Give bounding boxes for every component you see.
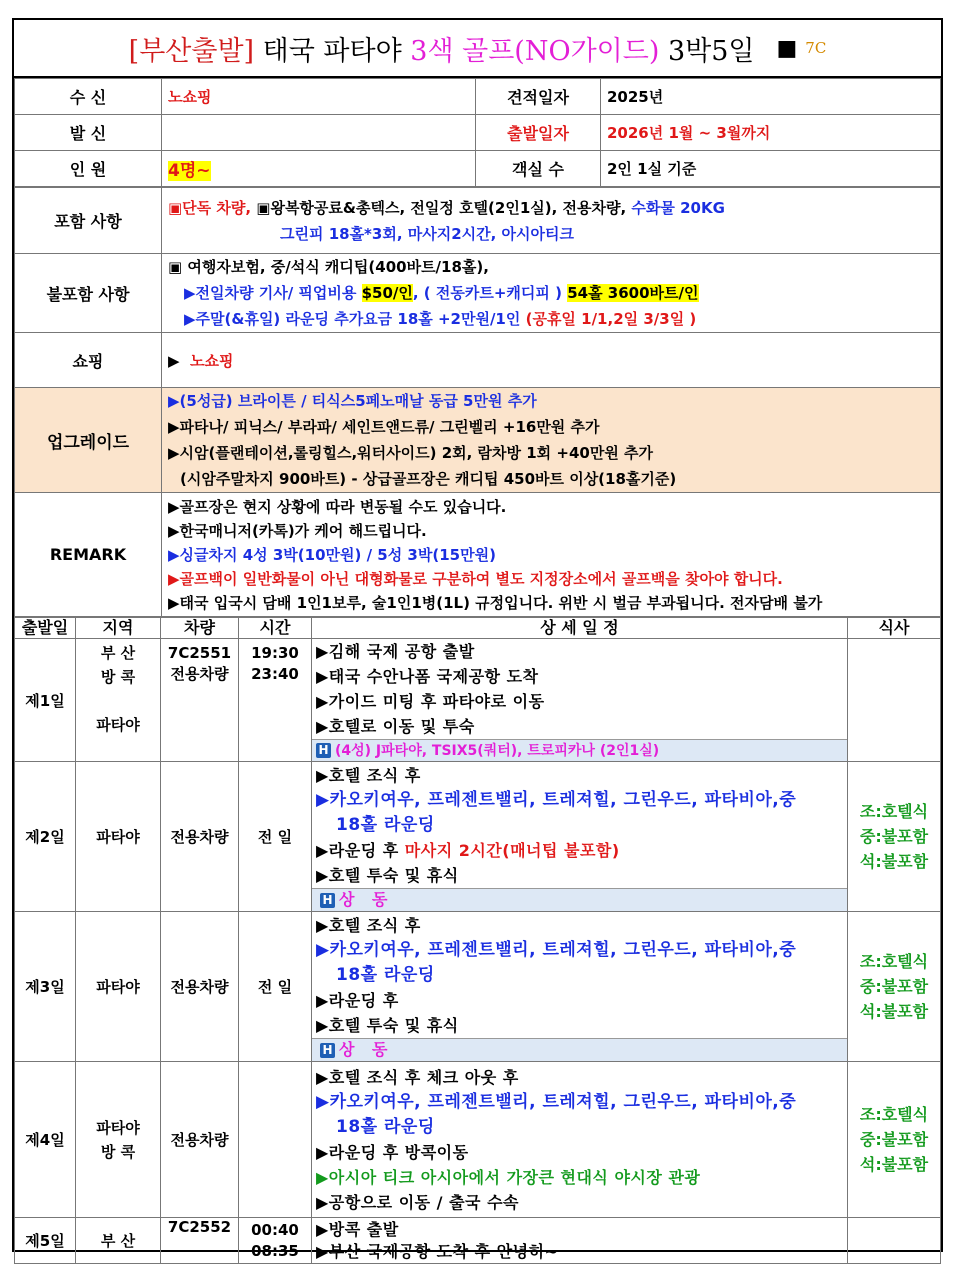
hotel-icon: H <box>320 893 335 908</box>
included-line1-red: ▣단독 차량, <box>168 198 252 217</box>
day3-label: 제3일 <box>15 912 76 1062</box>
title-golf: 골프(NO가이드) <box>462 35 660 67</box>
day1-detail2: ▶태국 수안나폼 국제공항 도착 <box>316 667 539 686</box>
day4-detail6: ▶공항으로 이동 / 출국 수속 <box>316 1192 519 1212</box>
day3-vehicle: 전용차량 <box>161 912 239 1062</box>
upgrade-line3: ▶시암(플랜테이션,롤링힐스,워터사이드) 2회, 람차방 1회 +40만원 추가 <box>168 444 654 462</box>
upgrade-line4: (시암주말차지 900바트) - 상급골프장은 캐디팁 450바트 이상(18홀기준) <box>180 470 677 488</box>
day3-meal <box>848 912 941 1062</box>
day1-detail3: ▶가이드 미팅 후 파타야로 이동 <box>316 692 545 711</box>
remark-line5: ▶태국 입국시 담배 1인1보루, 술1인1병(1L) 규정입니다. 위반 시 벌금 부과됩니다. 전자담배 불가 <box>168 593 823 612</box>
day2-meal1: 조:호텔식 <box>859 802 929 821</box>
sender-label: 발 신 <box>15 115 162 151</box>
day1-detail <box>312 639 848 762</box>
included-line1-blue: 수화물 20KG <box>626 198 725 217</box>
day2-detail4-red: 마사지 2시간(매너팁 불포함) <box>404 840 620 860</box>
day1-vehicle <box>161 639 239 762</box>
day5-vehicle: 7C2552 <box>161 1218 239 1264</box>
day5-time1: 00:40 <box>251 1220 299 1239</box>
title-duration: 3박5일 <box>667 35 755 67</box>
shopping-content <box>162 333 941 388</box>
day4-label: 제4일 <box>15 1062 76 1218</box>
day2-detail5: ▶호텔 투숙 및 휴식 <box>316 865 459 885</box>
people-cell <box>162 151 476 187</box>
included-content <box>162 188 941 254</box>
day4-meal1: 조:호텔식 <box>859 1105 929 1124</box>
day1-region2: 방 콕 <box>100 668 136 686</box>
day2-hotel <box>312 888 847 911</box>
remark-label: REMARK <box>15 493 162 617</box>
shopping-arrow-icon: ▶ <box>168 351 180 370</box>
recipient-label: 수 신 <box>15 79 162 115</box>
included-line2: 그린피 18홀*3회, 마사지2시간, 아시아티크 <box>280 224 575 243</box>
header-region: 지역 <box>76 618 161 639</box>
hotel-icon: H <box>320 1043 335 1058</box>
excluded-line2-mid: , ( 전동카트+캐디피 ) <box>412 284 562 302</box>
title-three-color: 3색 <box>410 35 454 67</box>
document-title <box>14 20 941 78</box>
day5-time <box>239 1218 312 1264</box>
day2-vehicle: 전용차량 <box>161 762 239 912</box>
day1-region3: 파타야 <box>96 716 140 734</box>
day1-detail1: ▶김해 국제 공항 출발 <box>316 642 475 661</box>
excluded-line2-highlight: 54홀 3600바트/인 <box>567 284 699 302</box>
square-icon: ■ <box>776 35 798 61</box>
day1-row <box>15 639 941 762</box>
day1-region1: 부 산 <box>100 644 136 662</box>
quote-date-label: 견적일자 <box>476 79 601 115</box>
day3-detail3: 18홀 라운딩 <box>336 964 435 985</box>
day2-meal2: 중:불포함 <box>859 827 929 846</box>
day4-region <box>76 1062 161 1218</box>
header-vehicle: 차량 <box>161 618 239 639</box>
day1-time <box>239 639 312 762</box>
people-value: 4명~ <box>168 161 211 181</box>
day4-vehicle: 전용차량 <box>161 1062 239 1218</box>
header-day: 출발일 <box>15 618 76 639</box>
day5-time2: 08:35 <box>251 1241 299 1260</box>
sender-value <box>162 115 476 151</box>
remark-line4: ▶골프백이 일반화물이 아닌 대형화물로 구분하여 별도 지정장소에서 골프백을 찾아야 합니다. <box>168 569 783 588</box>
hotel-icon: H <box>316 743 331 758</box>
upgrade-content <box>162 388 941 493</box>
included-line1: ▣왕복항공료&총텍스, 전일정 호텔(2인1실), 전용차량, <box>251 198 627 217</box>
room-label: 객실 수 <box>476 151 601 187</box>
itinerary-document <box>12 18 943 1261</box>
day1-hotel-text: (4성) J파타야, TSIX5(쿼터), 트로피카나 (2인1실) <box>335 743 660 759</box>
day3-meal2: 중:불포함 <box>859 977 929 996</box>
day4-detail4: ▶라운딩 후 방콕이동 <box>316 1142 469 1162</box>
day1-hotel <box>312 739 847 761</box>
excluded-label: 불포함 사항 <box>15 254 162 333</box>
info-table <box>14 78 941 187</box>
conditions-table <box>14 187 941 617</box>
day2-row <box>15 762 941 912</box>
day5-meal <box>848 1218 941 1264</box>
day2-detail4: ▶라운딩 후 <box>316 840 405 860</box>
day4-meal3: 석:불포함 <box>859 1155 929 1174</box>
day4-detail1: ▶호텔 조식 후 체크 아웃 후 <box>316 1067 519 1087</box>
people-label: 인 원 <box>15 151 162 187</box>
day2-detail2: ▶카오키여우, 프레젠트밸리, 트레져힐, 그린우드, 파타비아,중 <box>316 789 797 810</box>
day4-meal <box>848 1062 941 1218</box>
title-destination: 태국 파타야 <box>262 35 402 67</box>
departure-date-value: 2026년 1월 ~ 3월까지 <box>601 115 941 151</box>
day3-hotel <box>312 1038 847 1061</box>
day4-time <box>239 1062 312 1218</box>
day2-meal3: 석:불포함 <box>859 852 929 871</box>
day3-region: 파타야 <box>76 912 161 1062</box>
day3-meal3: 석:불포함 <box>859 1002 929 1021</box>
day4-meal2: 중:불포함 <box>859 1130 929 1149</box>
day2-detail3: 18홀 라운딩 <box>336 814 435 835</box>
shopping-label: 쇼핑 <box>15 333 162 388</box>
recipient-value: 노쇼핑 <box>162 79 476 115</box>
header-detail: 상 세 일 정 <box>312 618 848 639</box>
day5-detail1: ▶방콕 출발 <box>316 1219 399 1239</box>
day3-hotel-text: 상 동 <box>339 1039 394 1059</box>
day2-time: 전 일 <box>239 762 312 912</box>
day2-detail1: ▶호텔 조식 후 <box>316 765 421 785</box>
day1-label: 제1일 <box>15 639 76 762</box>
day4-detail5: ▶아시아 티크 아시아에서 가장큰 현대식 야시장 관광 <box>316 1167 701 1187</box>
day1-time2: 23:40 <box>251 665 299 683</box>
departure-date-label: 출발일자 <box>476 115 601 151</box>
excluded-line3-blue: ▶주말(&휴일) 라운딩 추가요금 18홀 +2만원/1인 <box>184 310 521 328</box>
remark-line1: ▶골프장은 현지 상황에 따라 변동될 수도 있습니다. <box>168 497 507 516</box>
day2-label: 제2일 <box>15 762 76 912</box>
day4-detail2: ▶카오키여우, 프레젠트밸리, 트레져힐, 그린우드, 파타비아,중 <box>316 1091 797 1112</box>
excluded-line1: ▣ 여행자보험, 중/석식 캐디팁(400바트/18홀), <box>168 258 489 276</box>
day5-detail2: ▶부산 국제공항 도착 후 안녕히~ <box>316 1241 559 1261</box>
day2-meal <box>848 762 941 912</box>
day5-row <box>15 1218 941 1264</box>
day4-region1: 파타야 <box>96 1118 140 1137</box>
day5-label: 제5일 <box>15 1218 76 1264</box>
day1-meal <box>848 639 941 762</box>
day3-detail2: ▶카오키여우, 프레젠트밸리, 트레져힐, 그린우드, 파타비아,중 <box>316 939 797 960</box>
day3-detail1: ▶호텔 조식 후 <box>316 915 421 935</box>
day3-detail4: ▶라운딩 후 <box>316 990 399 1010</box>
header-meal: 식사 <box>848 618 941 639</box>
remark-line2: ▶한국매니저(카톡)가 케어 해드립니다. <box>168 521 427 540</box>
excluded-line2-blue: ▶전일차량 기사/ 픽업비용 <box>184 284 357 302</box>
day2-detail <box>312 762 848 912</box>
upgrade-label: 업그레이드 <box>15 388 162 493</box>
excluded-line2-price: $50/인 <box>361 284 413 302</box>
quote-date-value: 2025년 <box>601 79 941 115</box>
header-time: 시간 <box>239 618 312 639</box>
day4-detail3: 18홀 라운딩 <box>336 1116 435 1137</box>
day2-hotel-text: 상 동 <box>339 889 394 909</box>
excluded-content <box>162 254 941 333</box>
day3-row <box>15 912 941 1062</box>
remark-line3: ▶싱글차지 4성 3박(10만원) / 5성 3박(15만원) <box>168 545 496 564</box>
day4-row <box>15 1062 941 1218</box>
day3-meal1: 조:호텔식 <box>859 952 929 971</box>
day3-detail <box>312 912 848 1062</box>
title-departure: [부산출발] <box>128 35 255 67</box>
upgrade-line1: ▶(5성급) 브라이튼 / 티식스5페노매날 동급 5만원 추가 <box>168 392 537 410</box>
day1-vehicle2: 전용차량 <box>170 665 229 683</box>
airline-code: 7C <box>805 39 827 57</box>
excluded-line3-red: (공휴일 1/1,2일 3/3일 ) <box>520 310 697 328</box>
day5-detail <box>312 1218 848 1264</box>
included-label: 포함 사항 <box>15 188 162 254</box>
day1-time1: 19:30 <box>251 644 299 662</box>
room-value: 2인 1실 기준 <box>601 151 941 187</box>
day5-region: 부 산 <box>76 1218 161 1264</box>
day1-region <box>76 639 161 762</box>
day4-detail <box>312 1062 848 1218</box>
day1-detail4: ▶호텔로 이동 및 투숙 <box>316 717 475 736</box>
day3-detail5: ▶호텔 투숙 및 휴식 <box>316 1015 459 1035</box>
day2-region: 파타야 <box>76 762 161 912</box>
day1-vehicle1: 7C2551 <box>167 644 232 662</box>
upgrade-line2: ▶파타나/ 피닉스/ 부라파/ 세인트앤드류/ 그린벨리 +16만원 추가 <box>168 418 600 436</box>
day4-region2: 방 콕 <box>100 1142 136 1161</box>
schedule-table <box>14 617 941 1264</box>
shopping-value: 노쇼핑 <box>190 351 234 370</box>
remark-content <box>162 493 941 617</box>
day3-time: 전 일 <box>239 912 312 1062</box>
